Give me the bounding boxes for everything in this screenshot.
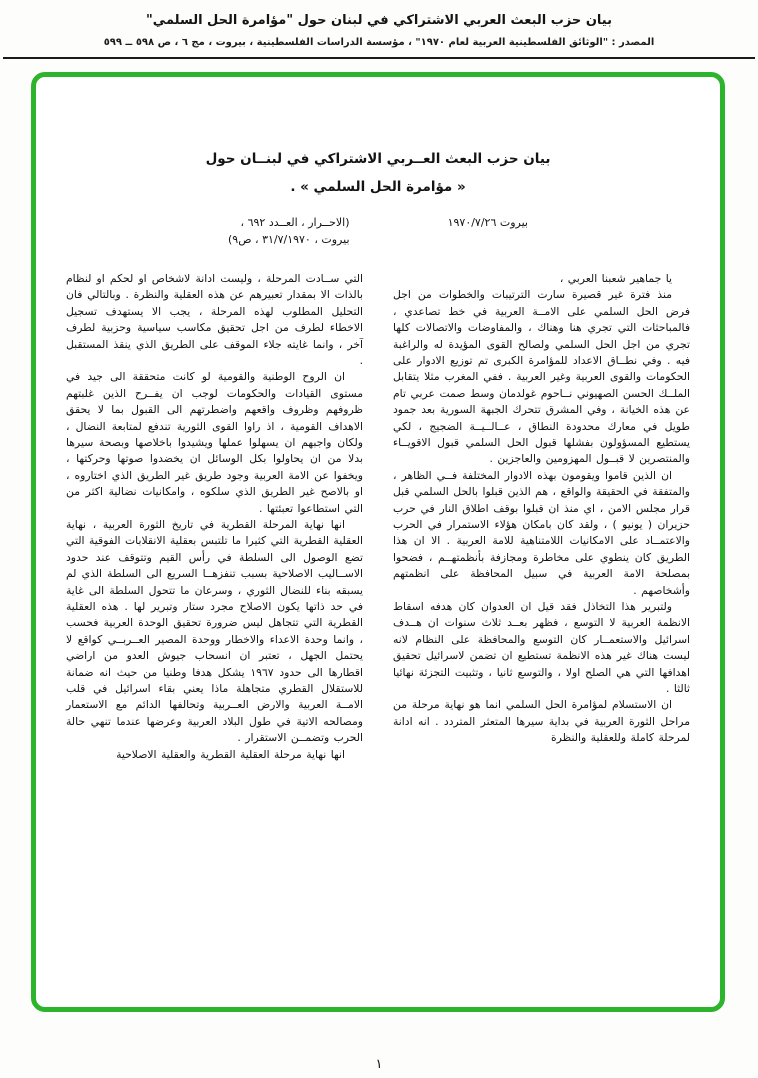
right-column (393, 271, 690, 763)
document-title-line2: « مؤامرة الحل السلمي » . (290, 179, 466, 196)
document-reference-line2: بيروت ، ٣١/٧/١٩٧٠ ، ص٩) (228, 233, 350, 247)
page-number: ١ (375, 1057, 383, 1072)
page-footer (0, 1057, 758, 1072)
page-header (0, 0, 758, 48)
document-reference-line1: (الاحــرار ، العــدد ٦٩٢ ، (240, 215, 350, 229)
document-title-line1: بيان حزب البعث العــربي الاشتراكي في لبنــان حول (205, 151, 551, 167)
document-title (66, 145, 690, 202)
header-source: المصدر : "الوثائق الفلسطينية العربية لعام ١٩٧٠" ، مؤسسة الدراسات الفلسطينية ، بيروت ، مج ٦ ، ص ٥٩٨ ــ ٥٩٩ (103, 37, 655, 48)
document-date: بيروت ١٩٧٠/٧/٢٦ (447, 215, 528, 229)
paragraph: ان الاستسلام لمؤامرة الحل السلمي انما هو نهاية مرحلة من مراحل الثورة العربية في بداية سيرها المتعثر المتردد . انه ادانة لمرحلة كاملة وللعقلية والنظرة (393, 698, 690, 745)
paragraph: انها نهاية مرحلة العقلية القطرية والعقلية الاصلاحية (116, 747, 345, 761)
document-reference (228, 214, 350, 249)
header-divider (3, 57, 755, 59)
paragraph: التي ســادت المرحلة ، وليست ادانة لاشخاص او لحكم او لنظام بالذات الا بمقدار تعبيرهم عن هذه العقلية والنظرة . وبالتالي فان التحليل المطلوب لهذه المرحلة ، يجب الا يستهدف تسجيل الاخطاء لطرف من اجل تحقيق مكاسب سياسية وحزبية لطرف آخر ، وانما غايته جلاء الموقف على الطريق الذي ينقذ المستقبل . (66, 271, 363, 367)
paragraph: يا جماهير شعبنا العربي ، (559, 271, 672, 285)
left-column (66, 271, 363, 763)
paragraph: انها نهاية المرحلة القطرية في تاريخ الثورة العربية ، نهاية العقلية القطرية التي كثيرا ما تلتبس بعقلية الانقلابات الفوقية التي تضع الوصول الى السلطة في رأس القيم وتتوقف عند حدود الاســاليب الاصلاحية بسبب تنفزهــا السريع الى السلطة الذي لم يسبقه بناء للنضال الثوري ، وسرعان ما تتحول السلطة الى غاية في حد ذاتها يكون الاصلاح مجرد ستار وتبرير لها . هذه العقلية القطرية التي تتجاهل ليس ضرورة تحقيق الوحدة العربية فحسب ، وانما وحدة الاعداء والاخطار ووحدة المصير العــربــي كواقع لا يحتمل الجهل ، تعتبر ان انسحاب جيوش العدو من اراضي اقطارها الى حدود ١٩٦٧ يشكل هدفا وطنيا من حيث انه ضمانة للاستقلال القطري متجاهلة ماذا يعني بقاء اسرائيل في قلب الامــة العربية والارض العــربية وتحالفها الدائم مع الاستعمار ومصالحه الاتية في طول البلاد العربية وعرضها عندما تنهي حالة الحرب وتضمــن الاستقرار . (66, 517, 363, 745)
paragraph: ولتبرير هذا التخاذل فقد قيل ان العدوان كان هدفه اسقاط الانظمة العربية لا التوسع ، فظهر بعــد ثلاث سنوات ان هــدف اسرائيل والاستعمــار كان التوسع والمحافظة على النظام لانه ليست هناك غير هذه الانظمة تستطيع ان تضمن لاسرائيل تحقيق اهدافها التي هي الصلح اولا ، والتوسع ثانيا ، وتثبيت التجزئة نهائيا ثالثا . (393, 600, 690, 696)
paragraph: منذ فترة غير قصيرة سارت الترتيبات والخطوات من اجل فرض الحل السلمي على الامــة العربية في خط تصاعدي ، فالمباحثات التي تجري هنا وهناك ، والمفاوضات والاتصالات كلها تجري من اجل الحل السلمي ولصالح القوى المؤيدة له والراغبة فيه . وفي نطــاق الاعداد للمؤامرة الكبرى تم توزيع الادوار على الحكومات والقوى العربية وغير العربية . ففي المغرب مثلا يتقابل الملــك الحسن الصهيوني نــاحوم غولدمان وسط صمت عربي تام عن هذه الخيانة ، وفي المشرق تتحرك الجبهة السورية بعد جمود طويل في معارك محدودة النطاق ، عــالــيــة الضجيج ، لكي يستطيع المسؤولون بفشلها قبول الحل السلمي قبول الاقويــاء والمنتصرين لا قبــول المهزومين والعاجزين . (393, 288, 690, 466)
document-columns (66, 271, 690, 763)
paragraph: ان الذين قاموا ويقومون بهذه الادوار المختلفة فــي الظاهر ، والمتفقة في الحقيقة والواقع ، هم الذين قبلوا بالحل السلمي قبل قرار مجلس الامن ، اي منذ ان قبلوا بوقف اطلاق النار في حرب حزيران ( يونيو ) ، ولقد كان بامكان هؤلاء الاستمرار في الحرب والاعتمــاد على الامكانيات اللامتناهية للامة العربية . الا ان هذا الطريق كان ينطوي على مخاطرة ومجازفة بأنظمتهــم ، فضحوا بمصلحة الامة العربية في سبيل المحافظة على انظمتهم وأشخاصهم . (393, 468, 690, 597)
header-title: بيان حزب البعث العربي الاشتراكي في لبنان حول "مؤامرة الحل السلمي" (146, 13, 612, 28)
document-frame (31, 72, 725, 1012)
document-meta (228, 214, 528, 249)
paragraph: ان الروح الوطنية والقومية لو كانت متحققة الى جيد في مستوى القيادات والحكومات لوجب ان يفــرح الذين غلبتهم ظروفهم وظروف واقعهم واضطرتهم الى القبول بما لا يحقق الاهداف القومية ، اذ راوا القوى الثورية تندفع لمتابعة النضال ، ولكان واجبهم ان يسهلوا عملها ويشيدوا باخلاصها وبصحة سيرها بدلا من ان يحاولوا بكل الوسائل ان يخضدوا صوتها وحركتها ، ويخفوا عن الامة العربية وجود طريق غير الطريق الذي اختاروه ، او بالاصح غير الطريق الذي سلكوه ، وامكانيات نضالية اكثر من التي استطاعوا تعبئتها . (66, 370, 363, 515)
